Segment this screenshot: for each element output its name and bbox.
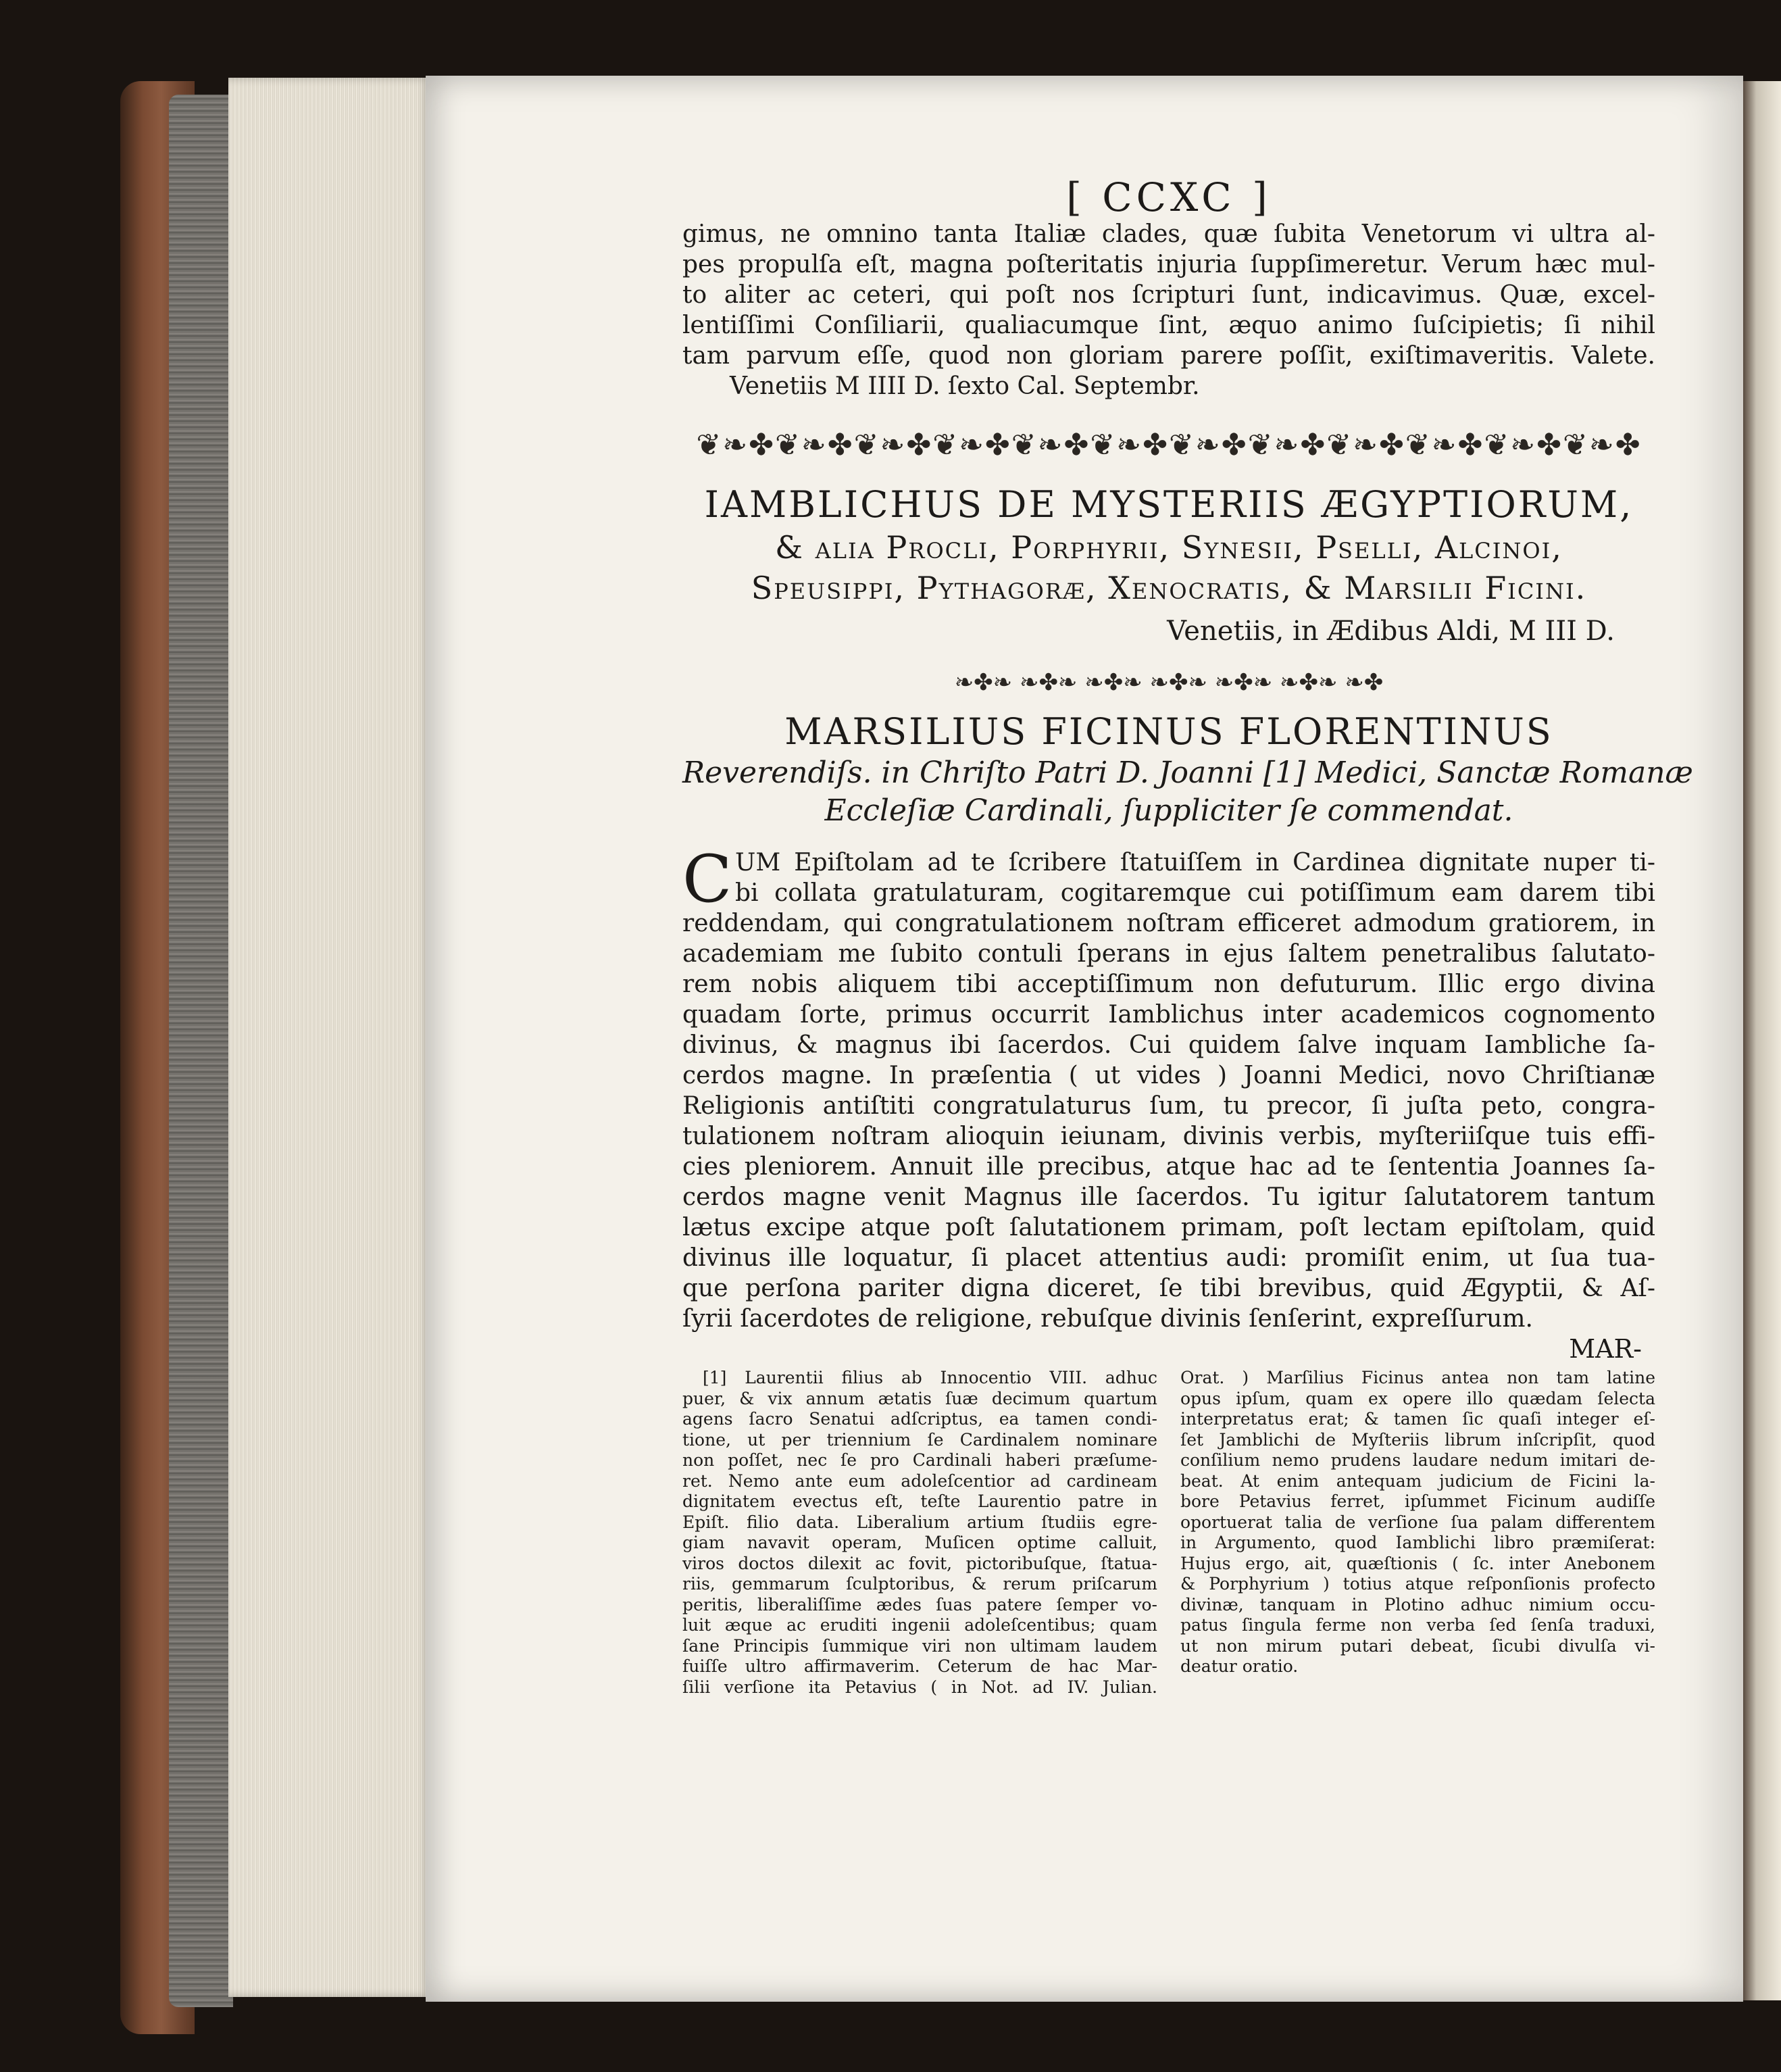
page-edges: [228, 78, 431, 1997]
body-line: reddendam, qui congratulationem noſtram efficeret admodum gratiorem, in: [682, 910, 1655, 937]
footnote-line: ſet Jamblichi de Myſteriis librum inſcripſit, quod: [1180, 1429, 1655, 1450]
footnote-line: deatur oratio.: [1180, 1656, 1299, 1676]
preface-text: [682, 219, 1655, 401]
footnote-line: fuiſſe ultro affirmaverim. Ceterum de hac Mar-: [682, 1656, 1157, 1676]
footnote-line: & Porphyrium ) totius atque reſponſionis profecto: [1180, 1574, 1655, 1594]
body-line: divinus ille loquatur, ſi placet attentius audi: promiſit enim, ut ſua tua-: [682, 1244, 1655, 1272]
footnote-line: non poſſet, nec ſe pro Cardinali haberi præſume-: [682, 1450, 1157, 1470]
footnote-column-left: [682, 1368, 1157, 1698]
body-line: UM Epiſtolam ad te ſcribere ſtatuiſſem in Cardinea dignitate nuper ti-: [735, 849, 1655, 877]
footnote-line: Orat. ) Marſilius Ficinus antea non tam latine: [1180, 1368, 1655, 1387]
footnote-line: Hujus ergo, ait, quæſtionis ( ſc. inter Anebonem: [1180, 1553, 1655, 1573]
footnote-line: ret. Nemo ante eum adoleſcentior ad cardineam: [682, 1471, 1157, 1491]
title-line-1: IAMBLICHUS DE MYSTERIIS ÆGYPTIORUM,: [704, 483, 1634, 526]
footnote-line: opus ipſum, quam ex opere illo quædam ſelecta: [1180, 1388, 1655, 1408]
footnote-line: conſilium nemo prudens laudare nedum imitari de-: [1180, 1450, 1655, 1470]
body-line: que perſona pariter digna diceret, ſe tibi brevibus, quid Ægyptii, & Aſ-: [682, 1275, 1655, 1302]
footnote-line: ſilii verſione ita Petavius ( in Not. ad IV. Julian.: [682, 1677, 1157, 1697]
footnote-line: peritis, liberaliſſime ædes ſuas patere ſemper vo-: [682, 1594, 1157, 1614]
body-line: ſyrii ſacerdotes de religione, rebuſque divinis ſenſerint, expreſſurum.: [682, 1305, 1533, 1333]
footnote-line: divinæ, tanquam in Plotino adhuc nimium occu-: [1180, 1594, 1655, 1614]
body-line: academiam me ſubito contuli ſperans in ejus ſaltem penetralibus ſalutato-: [682, 940, 1655, 968]
footnote-line: [1] Laurentii filius ab Innocentio VIII. adhuc: [703, 1368, 1157, 1387]
body-line: bi collata gratulaturam, cogitaremque cui potiſſimum eam darem tibi: [735, 879, 1655, 907]
footnotes: [682, 1368, 1655, 1698]
facing-page-edge: [1740, 81, 1781, 2000]
preface-line: gimus, ne omnino tanta Italiæ clades, quæ ſubita Venetorum vi ultra al-: [682, 220, 1655, 248]
body-line: rem nobis aliquem tibi acceptiſſimum non defuturum. Illic ergo divina: [682, 970, 1655, 998]
footnote-line: luit æque ac eruditi ingenii adoleſcentibus; quam: [682, 1615, 1157, 1635]
section-heading: MARSILIUS FICINUS FLORENTINUS: [784, 710, 1553, 753]
footnote-line: interpretatus erat; & tamen ſic quaſi integer eſ-: [1180, 1409, 1655, 1429]
book-cover-edge: [169, 95, 233, 2007]
preface-line: lentiſſimi Conſiliarii, qualiacumque ſint, æquo animo ſuſcipietis; ſi nihil: [682, 312, 1655, 339]
footnote-line: bore Petavius ferret, ipſummet Ficinum audiſſe: [1180, 1491, 1655, 1511]
body-line: Religionis antiſtiti congratulaturus ſum, tu precor, ſi juſta peto, congra-: [682, 1092, 1655, 1120]
body-line: quadam ſorte, primus occurrit Iamblichus inter academicos cognomento: [682, 1001, 1655, 1029]
footnote-line: riis, gemmarum ſculptoribus, & rerum priſcarum: [682, 1574, 1157, 1594]
dedication-line-1: Reverendiſs. in Chriſto Patri D. Joanni [1] Medici, Sanctæ Romanæ: [682, 756, 1693, 790]
catchword: MAR-: [1569, 1334, 1642, 1364]
body-line: cerdos magne. In præſentia ( ut vides ) Joanni Medici, novo Chriſtianæ: [682, 1062, 1655, 1089]
footnote-line: beat. At enim antequam judicium de Ficini la-: [1180, 1471, 1655, 1491]
footnote-line: tione, ut per triennium ſe Cardinalem nominare: [682, 1429, 1157, 1450]
dedication-line-2: Eccleſiæ Cardinali, ſuppliciter ſe commendat.: [824, 793, 1513, 828]
footnote-column-right: [1180, 1368, 1655, 1698]
footnote-line: patus ſingula ferme non verba ſed ſenſa traduxi,: [1180, 1615, 1655, 1635]
body-line: cies pleniorem. Annuit ille precibus, atque hac ad te ſententia Joannes ſa-: [682, 1153, 1655, 1181]
running-head: [ CCXC ]: [1066, 174, 1272, 220]
title-line-2: & alia Procli, Porphyrii, Synesii, Pselli, Alcinoi,: [775, 529, 1563, 566]
imprint: Venetiis, in Ædibus Aldi, M III D.: [1167, 616, 1615, 647]
body-line: divinus, & magnus ibi ſacerdos. Cui quidem ſalve inquam Iambliche ſa-: [682, 1031, 1655, 1059]
drop-cap: C: [682, 841, 732, 917]
preface-line: tam parvum eſſe, quod non gloriam parere poſſit, exiſtimaveritis. Valete.: [682, 342, 1655, 370]
footnote-line: in Argumento, quod Iamblichi libro præmiſerat:: [1180, 1533, 1655, 1552]
ornament-band: ❦❧✤❦❧✤❦❧✤❦❧✤❦❧✤❦❧✤❦❧✤❦❧✤❦❧✤❦❧✤❦❧✤❦❧✤: [696, 428, 1642, 462]
footnote-line: viros doctos dilexit ac fovit, pictoribuſque, ſtatua-: [682, 1553, 1157, 1573]
title-line-3: Speusippi, Pythagoræ, Xenocratis, & Marsilii Ficini.: [751, 570, 1587, 606]
body-line: tulationem noſtram alioquin ieiunam, divinis verbis, myſteriiſque tuis effi-: [682, 1123, 1655, 1150]
footnote-line: giam navavit operam, Muſicen optime calluit,: [682, 1533, 1157, 1552]
footnote-line: agens ſacro Senatui adſcriptus, ea tamen condi-: [682, 1409, 1157, 1429]
footnote-line: dignitatem evectus eſt, teſte Laurentio patre in: [682, 1491, 1157, 1511]
preface-line: pes propulſa eſt, magna poſteritatis injuria ſuppſimeretur. Verum hæc mul-: [682, 251, 1655, 278]
body-line: cerdos magne venit Magnus ille ſacerdos. Tu igitur ſalutatorem tantum: [682, 1183, 1655, 1211]
body-line: lætus excipe atque poſt ſalutationem primam, poſt lectam epiſtolam, quid: [682, 1214, 1655, 1241]
footnote-line: Epiſt. filio data. Liberalium artium ſtudiis egre-: [682, 1512, 1157, 1532]
footnote-line: ut non mirum putari debeat, ſicubi divulſa vi-: [1180, 1635, 1655, 1656]
preface-line: to aliter ac ceteri, qui poſt nos ſcripturi ſunt, indicavimus. Quæ, excel-: [682, 281, 1655, 309]
preface-dateline: Venetiis M IIII D. ſexto Cal. Septembr.: [730, 372, 1200, 400]
footnote-line: oportuerat talia de verſione ſua palam differentem: [1180, 1512, 1655, 1532]
page-text-block: [682, 174, 1693, 1698]
ornament-small: ❧✤❧ ❧✤❧ ❧✤❧ ❧✤❧ ❧✤❧ ❧✤❧ ❧✤: [954, 669, 1384, 696]
body-paragraph: [682, 841, 1655, 1364]
footnote-line: puer, & vix annum ætatis ſuæ decimum quartum: [682, 1388, 1157, 1408]
footnote-line: ſane Principis ſummique viri non ultimam laudem: [682, 1635, 1157, 1656]
